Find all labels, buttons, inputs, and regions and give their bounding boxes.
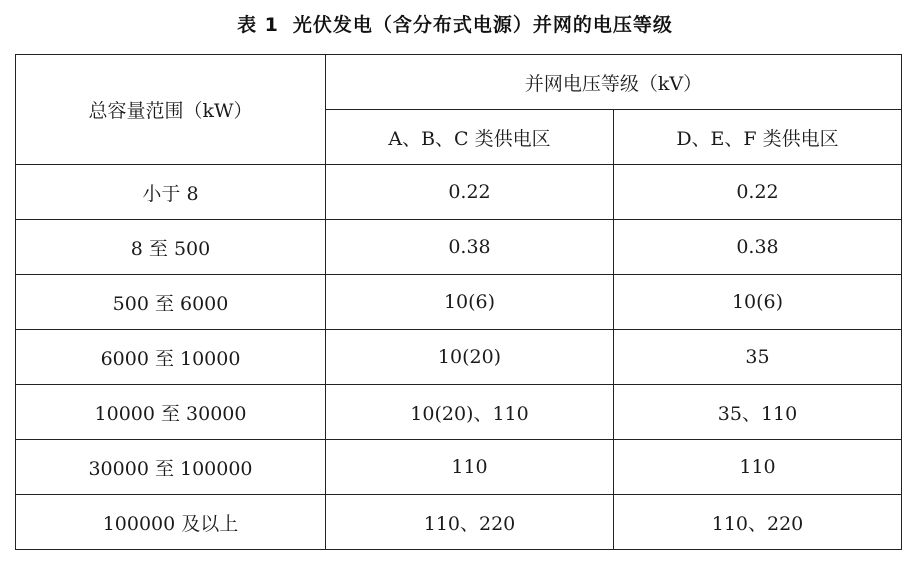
cell-range: 6000 至 10000 [16,330,326,385]
cell-range: 100000 及以上 [16,495,326,550]
table-row [16,330,902,385]
caption-label: 表 1 [237,14,279,36]
table-row [16,385,902,440]
cell-def: 10(6) [614,275,902,330]
cell-def: 110 [614,440,902,495]
cell-range: 10000 至 30000 [16,385,326,440]
cell-def: 0.38 [614,220,902,275]
cell-abc: 10(20) [326,330,614,385]
caption-title: 光伏发电（含分布式电源）并网的电压等级 [292,14,673,36]
table-row [16,440,902,495]
header-zone-def: D、E、F 类供电区 [614,110,902,165]
header-voltage-level: 并网电压等级（kV） [326,55,902,110]
voltage-level-table [15,54,902,550]
cell-def: 0.22 [614,165,902,220]
cell-abc: 10(6) [326,275,614,330]
cell-abc: 10(20)、110 [326,385,614,440]
table-caption [0,10,910,37]
cell-range: 500 至 6000 [16,275,326,330]
cell-range: 30000 至 100000 [16,440,326,495]
cell-def: 110、220 [614,495,902,550]
table-row [16,495,902,550]
header-row [16,55,902,110]
cell-def: 35、110 [614,385,902,440]
table-row [16,220,902,275]
cell-abc: 110、220 [326,495,614,550]
cell-abc: 0.22 [326,165,614,220]
cell-abc: 0.38 [326,220,614,275]
cell-range: 小于 8 [16,165,326,220]
table-row [16,275,902,330]
cell-def: 35 [614,330,902,385]
cell-range: 8 至 500 [16,220,326,275]
header-zone-abc: A、B、C 类供电区 [326,110,614,165]
table-row [16,165,902,220]
header-capacity-range: 总容量范围（kW） [16,55,326,165]
cell-abc: 110 [326,440,614,495]
